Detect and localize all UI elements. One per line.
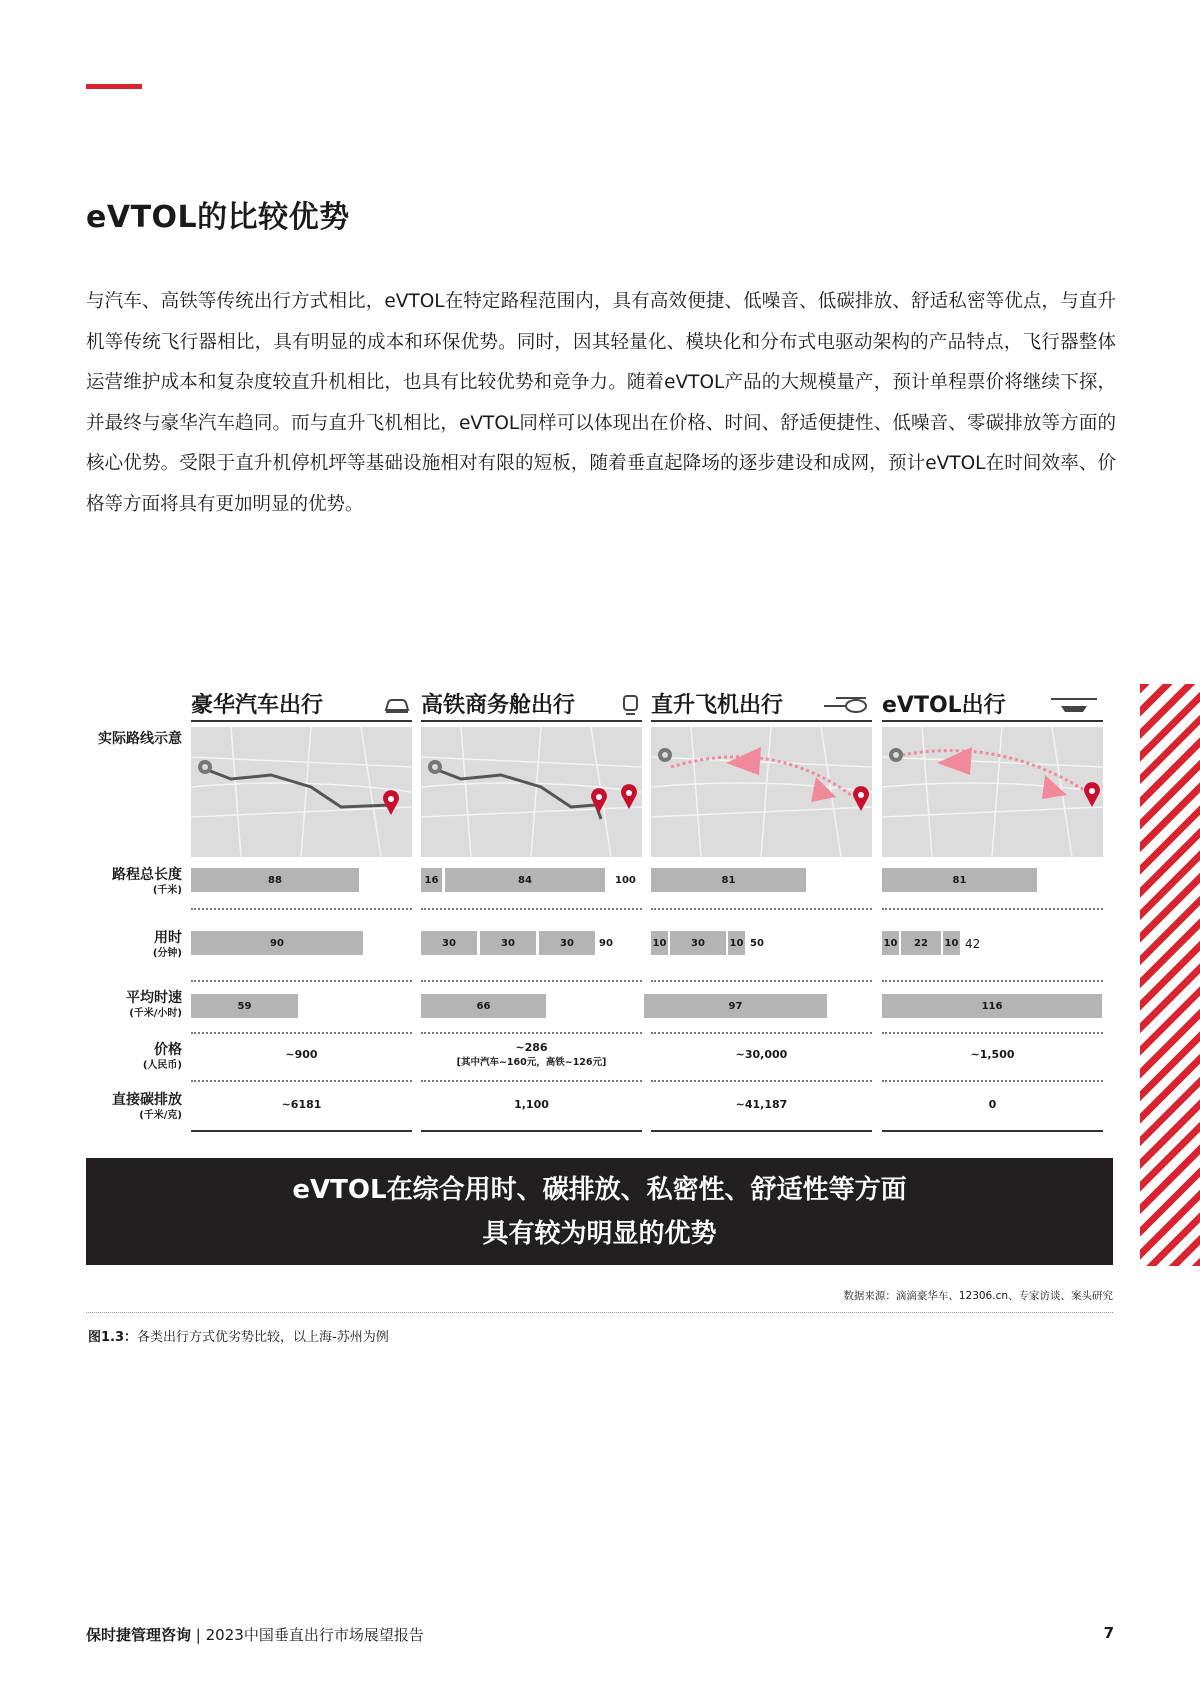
row-divider — [191, 1080, 412, 1082]
speed-bar-helicopter: 97 — [644, 994, 827, 1018]
speed-bar-train: 66 — [421, 994, 546, 1018]
distance-bar-train-segment: 16 — [421, 868, 442, 892]
column-title: 直升飞机出行 — [651, 693, 784, 718]
row-divider — [421, 908, 642, 910]
conclusion-banner — [86, 1158, 1113, 1265]
row-divider — [651, 980, 872, 982]
column-bottom-line — [421, 1130, 642, 1132]
destination-pin-icon — [383, 790, 399, 815]
price-helicopter: ~30,000 — [735, 1048, 788, 1061]
figure-caption-label: 图1.3： — [88, 1330, 138, 1345]
row-label-route: 实际路线示意 — [98, 731, 182, 747]
column-header-train — [421, 688, 642, 722]
data-source: 数据来源：滴滴豪华车、12306.cn、专家访谈、案头研究 — [843, 1290, 1113, 1302]
helicopter-icon — [816, 694, 870, 716]
time-bar-train-segment: 30 — [480, 931, 536, 955]
route-map-helicopter — [651, 727, 872, 857]
row-divider — [882, 1080, 1103, 1082]
row-divider — [191, 980, 412, 982]
row-divider — [651, 1032, 872, 1034]
speed-bar-car: 59 — [191, 994, 298, 1018]
route-map-car — [191, 727, 412, 857]
price-train-value: ~286 — [515, 1041, 548, 1054]
distance-bar-helicopter: 81 — [651, 868, 806, 892]
row-divider — [421, 1032, 642, 1034]
time-total-helicopter: 50 — [750, 938, 764, 949]
column-header-evtol — [882, 688, 1103, 722]
carbon-car: ~6181 — [281, 1098, 322, 1111]
banner-line-2: 具有较为明显的优势 — [482, 1219, 717, 1249]
row-divider — [421, 980, 642, 982]
column-title: eVTOL出行 — [882, 693, 1006, 718]
price-car: ~900 — [285, 1048, 318, 1061]
time-bar-evtol-segment: 10 — [882, 931, 899, 955]
column-title: 高铁商务舱出行 — [421, 693, 576, 718]
row-label-price: 价格 (人民币) — [142, 1042, 182, 1071]
route-map-train — [421, 727, 642, 857]
speed-bar-evtol: 116 — [882, 994, 1102, 1018]
destination-pin-icon — [1084, 782, 1100, 807]
distance-total-train: 100 — [615, 875, 636, 886]
time-bar-train-segment: 30 — [421, 931, 477, 955]
row-divider — [882, 908, 1103, 910]
column-bottom-line — [651, 1130, 872, 1132]
time-total-evtol: 42 — [965, 937, 981, 951]
figure-caption-text: 各类出行方式优劣势比较，以上海-苏州为例 — [137, 1330, 389, 1345]
train-icon — [586, 694, 640, 716]
price-train — [421, 1041, 642, 1068]
time-bar-helicopter-segment: 30 — [670, 931, 726, 955]
time-bar-evtol-segment: 22 — [901, 931, 941, 955]
destination-pin-icon — [621, 784, 637, 809]
row-label-time: 用时 (分钟) — [152, 930, 182, 959]
caption-divider — [86, 1312, 1113, 1313]
time-bar-car: 90 — [191, 931, 363, 955]
accent-bar — [86, 84, 142, 89]
column-bottom-line — [191, 1130, 412, 1132]
body-paragraph: 与汽车、高铁等传统出行方式相比，eVTOL在特定路程范围内，具有高效便捷、低噪音、低碳排放、舒适私密等优点，与直升机等传统飞行器相比，具有明显的成本和环保优势。同时，因其轻量化、模块化和分布式电驱动架构的产品特点，飞行器整体运营维护成本和复杂度较直升机相比，也具有比较优势和竞争力。随着eVTOL产品的大规模量产，预计单程票价将继续下探，并最终与豪华汽车趋同。而与直升飞机相比，eVTOL同样可以体现出在价格、时间、舒适便捷性、低噪音、零碳排放等方面的核心优势。受限于直升机停机坪等基础设施相对有限的短板，随着垂直起降场的逐步建设和成网，预计eVTOL在时间效率、价格等方面将具有更加明显的优势。 — [86, 291, 1116, 515]
evtol-icon — [1047, 694, 1101, 716]
column-header-helicopter — [651, 688, 872, 722]
price-train-note: [其中汽车~160元，高铁~126元] — [456, 1057, 607, 1068]
row-divider — [882, 1032, 1103, 1034]
price-evtol: ~1,500 — [970, 1048, 1015, 1061]
time-bar-helicopter-segment: 10 — [728, 931, 745, 955]
row-divider — [191, 1032, 412, 1034]
row-divider — [191, 908, 412, 910]
figure-caption — [88, 1326, 389, 1345]
distance-bar-car: 88 — [191, 868, 359, 892]
time-bar-helicopter-segment: 10 — [651, 931, 668, 955]
row-label-distance: 路程总长度 (千米) — [112, 867, 182, 896]
footer-report-title: 2023中国垂直出行市场展望报告 — [205, 1626, 424, 1644]
route-map-evtol — [882, 727, 1103, 857]
footer-brand: 保时捷管理咨询 — [86, 1626, 192, 1644]
carbon-helicopter: ~41,187 — [735, 1098, 788, 1111]
page-number: 7 — [1103, 1624, 1114, 1642]
car-icon — [356, 694, 410, 716]
distance-bar-evtol: 81 — [882, 868, 1037, 892]
carbon-train: 1,100 — [514, 1098, 549, 1111]
row-divider — [882, 980, 1103, 982]
time-total-train: 90 — [599, 938, 613, 949]
footer-separator: | — [195, 1626, 201, 1644]
decorative-stripes — [1140, 684, 1200, 1266]
distance-bar-train-segment: 84 — [445, 868, 605, 892]
banner-line-1: eVTOL在综合用时、碳排放、私密性、舒适性等方面 — [292, 1175, 907, 1205]
time-bar-train-segment: 30 — [539, 931, 595, 955]
carbon-evtol: 0 — [988, 1098, 997, 1111]
column-header-car — [191, 688, 412, 722]
row-label-speed: 平均时速 (千米/小时) — [126, 990, 182, 1019]
page-title: eVTOL的比较优势 — [86, 200, 350, 235]
row-divider — [651, 1080, 872, 1082]
row-label-carbon: 直接碳排放 (千米/克) — [112, 1092, 182, 1121]
page-footer — [86, 1624, 424, 1645]
time-bar-evtol-segment: 10 — [943, 931, 960, 955]
row-divider — [651, 908, 872, 910]
column-bottom-line — [882, 1130, 1103, 1132]
row-divider — [421, 1080, 642, 1082]
column-title: 豪华汽车出行 — [191, 693, 324, 718]
